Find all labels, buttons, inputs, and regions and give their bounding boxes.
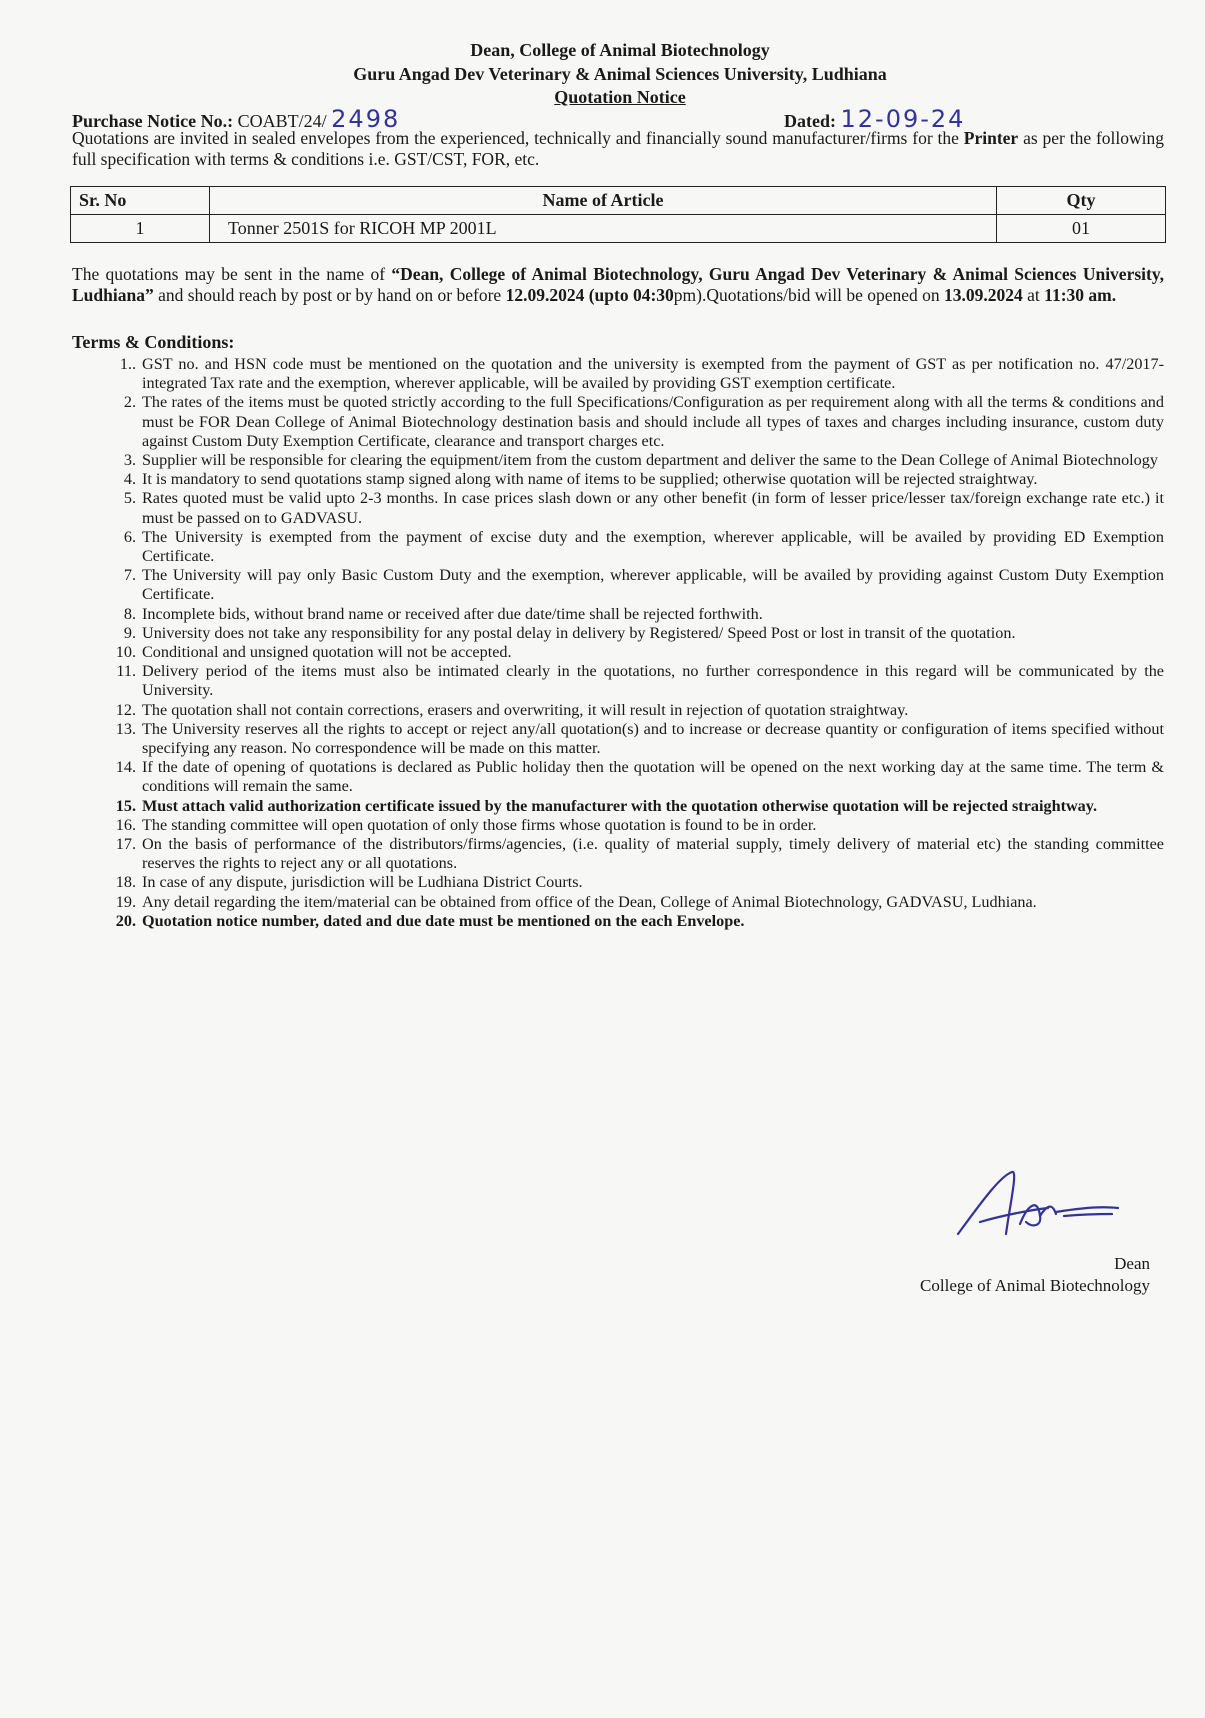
header-qty: Qty <box>997 187 1166 215</box>
send-text-4: at <box>1027 285 1040 305</box>
term-text: Quotation notice number, dated and due date must be mentioned on the each Envelope. <box>142 911 745 930</box>
term-text: On the basis of performance of the distributors/firms/agencies, (i.e. quality of material supply, timely delivery of material etc) the standing committee reserves the rights to reject any or all quotations. <box>142 835 1164 873</box>
term-text: Supplier will be responsible for clearing the equipment/item from the custom department and deliver the same to the Dean College of Animal Biotechnology <box>142 451 1158 470</box>
signatory-title: Dean <box>1114 1254 1150 1273</box>
term-number: 20. <box>115 911 136 930</box>
term-number: 8. <box>123 604 136 623</box>
term-item <box>72 912 1164 931</box>
table-header-row <box>71 187 1166 215</box>
send-text-3: pm).Quotations/bid will be opened on <box>673 285 940 305</box>
term-item <box>72 355 1164 393</box>
term-number: 6. <box>123 527 136 546</box>
term-item <box>72 605 1164 624</box>
term-number: 9. <box>123 623 136 642</box>
term-number: 18. <box>115 873 136 892</box>
handwritten-date: 12-09-24 <box>840 105 966 133</box>
purchase-notice-label: Purchase Notice No.: <box>72 111 234 131</box>
term-number: 12. <box>115 700 136 719</box>
purchase-notice-prefix: COABT/24/ <box>237 111 327 131</box>
term-item <box>72 624 1164 643</box>
send-due-date: 12.09.2024 (upto 04:30 <box>505 285 674 305</box>
signatory-block <box>900 1253 1150 1297</box>
term-item <box>72 566 1164 604</box>
term-text: GST no. and HSN code must be mentioned on the quotation and the university is exempted from the payment of GST as per notification no. 47/2017-integrated Tax rate and the exemption, wherever applicable, will be availed by providing GST exemption certificate. <box>142 355 1164 393</box>
term-item <box>72 643 1164 662</box>
term-item <box>72 720 1164 758</box>
term-item <box>72 873 1164 892</box>
term-item <box>72 701 1164 720</box>
term-number: 15. <box>115 796 136 815</box>
term-text: Any detail regarding the item/material can be obtained from office of the Dean, College of Animal Biotechnology, GADVASU, Ludhiana. <box>142 892 1037 911</box>
term-item <box>72 489 1164 527</box>
term-text: Delivery period of the items must also be intimated clearly in the quotations, no further correspondence in this regard will be communicated by the University. <box>142 662 1164 700</box>
row-qty: 01 <box>997 215 1166 243</box>
term-text: In case of any dispute, jurisdiction will be Ludhiana District Courts. <box>142 873 583 892</box>
term-item <box>72 797 1164 816</box>
term-number: 10. <box>115 643 136 662</box>
term-item <box>72 816 1164 835</box>
term-item <box>72 662 1164 700</box>
term-item <box>72 451 1164 470</box>
term-text: Conditional and unsigned quotation will not be accepted. <box>142 643 512 662</box>
send-addressee: “Dean, College of Animal Biotechnology, Guru Angad Dev Veterinary & Animal Sciences University, Ludhiana” <box>72 264 1164 305</box>
term-item <box>72 893 1164 912</box>
term-number: 7. <box>123 566 136 585</box>
term-number: 13. <box>115 719 136 738</box>
dated-label: Dated: <box>784 111 836 131</box>
header-sr-no: Sr. No <box>71 187 210 215</box>
term-text: The rates of the items must be quoted strictly according to the full Specifications/Configuration as per requirement along with all the terms & conditions and must be FOR Dean College of Animal Biotechnology destination basis and should include all types of taxes and charges including insurance, custom duty against Custom Duty Exemption Certificate, clearance and transport charges etc. <box>142 393 1164 450</box>
term-item <box>72 528 1164 566</box>
term-text: Rates quoted must be valid upto 2-3 months. In case prices slash down or any other benefit (in form of lesser price/lesser tax/foreign exchange rate etc.) it must be passed on to GADVASU. <box>142 489 1164 527</box>
document-title: Quotation Notice <box>554 87 686 107</box>
send-text-2: and should reach by post or by hand on or before <box>158 285 502 305</box>
term-number: 11. <box>116 662 136 681</box>
term-text: The standing committee will open quotation of only those firms whose quotation is found to be in order. <box>142 815 817 834</box>
terms-list <box>72 355 1164 931</box>
header-line-2: Guru Angad Dev Veterinary & Animal Sciences University, Ludhiana <box>353 64 887 84</box>
term-text: Incomplete bids, without brand name or received after due date/time shall be rejected forthwith. <box>142 604 763 623</box>
header-line-1: Dean, College of Animal Biotechnology <box>470 40 770 60</box>
header-article-name: Name of Article <box>210 187 997 215</box>
term-item <box>72 470 1164 489</box>
term-item <box>72 393 1164 451</box>
article-table <box>70 186 1166 243</box>
intro-text-1: Quotations are invited in sealed envelopes from the experienced, technically and financially sound manufacturer/firms for the <box>72 128 959 148</box>
term-text: Must attach valid authorization certificate issued by the manufacturer with the quotation otherwise quotation will be rejected straightway. <box>142 796 1097 815</box>
term-number: 17. <box>115 835 136 854</box>
terms-heading: Terms & Conditions: <box>72 332 235 352</box>
row-article-name: Tonner 2501S for RICOH MP 2001L <box>210 215 997 243</box>
term-item <box>72 758 1164 796</box>
term-text: The University will pay only Basic Custom Duty and the exemption, wherever applicable, will be availed by providing against Custom Duty Exemption Certificate. <box>142 566 1164 604</box>
intro-paragraph <box>72 128 1164 170</box>
term-text: University does not take any responsibility for any postal delay in delivery by Registered/ Speed Post or lost in transit of the quotation. <box>142 623 1016 642</box>
term-number: 4. <box>123 470 136 489</box>
term-text: If the date of opening of quotations is declared as Public holiday then the quotation will be opened on the next working day at the same time. The term & conditions will remain the same. <box>142 758 1164 796</box>
term-text: The University reserves all the rights to accept or reject any/all quotation(s) and to increase or decrease quantity or configuration of items specified without specifying any reason. No correspondence will be made on this matter. <box>142 719 1164 758</box>
term-number: 16. <box>115 815 136 834</box>
intro-text-2: as per the following full specification with terms & conditions i.e. GST/CST, FOR, etc. <box>72 128 1165 169</box>
dean-signature <box>940 1164 1120 1246</box>
send-text-1: The quotations may be sent in the name of <box>72 264 386 284</box>
term-item <box>72 835 1164 873</box>
row-sr-no: 1 <box>71 215 210 243</box>
table-row <box>71 215 1166 243</box>
term-text: The quotation shall not contain corrections, erasers and overwriting, it will result in rejection of quotation straightway. <box>142 700 909 719</box>
submission-paragraph <box>72 264 1164 306</box>
handwritten-notice-number: 2498 <box>331 105 401 133</box>
signatory-org: College of Animal Biotechnology <box>920 1276 1150 1295</box>
term-number: 1.. <box>119 355 136 373</box>
term-number: 5. <box>123 489 136 508</box>
term-number: 3. <box>123 451 136 470</box>
send-opening-date: 13.09.2024 <box>944 285 1023 305</box>
term-text: The University is exempted from the payment of excise duty and the exemption, wherever applicable, will be availed by providing ED Exemption Certificate. <box>142 527 1164 566</box>
term-number: 14. <box>115 758 136 777</box>
intro-item-name: Printer <box>963 128 1019 148</box>
term-number: 2. <box>123 393 136 412</box>
term-text: It is mandatory to send quotations stamp signed along with name of items to be supplied; otherwise quotation will be rejected straightway. <box>142 470 1038 489</box>
term-number: 19. <box>115 892 136 911</box>
send-opening-time: 11:30 am. <box>1044 285 1117 305</box>
